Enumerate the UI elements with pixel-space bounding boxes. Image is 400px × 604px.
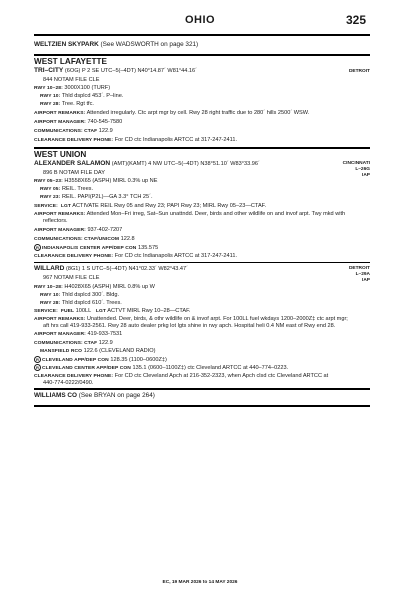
effective-dates: EC, 19 MAR 2026 to 14 MAY 2026 xyxy=(162,580,238,585)
tri-city-chart: DETROIT xyxy=(348,69,370,74)
willard-fuel: 100LL xyxy=(75,308,92,314)
willard-manager: 419-933-7531 xyxy=(87,331,123,337)
page-number: 325 xyxy=(345,13,366,27)
tri-city-rwy: 3000X100 (TURF) xyxy=(64,85,111,91)
salamon-info: (AMT)(KAMT) 4 NW UTC–5(–4DT) N38°51.10´ W83°33.96´ xyxy=(111,161,260,167)
airport-alexander-salamon: ALEXANDER SALAMON xyxy=(34,160,111,167)
williams-name: WILLIAMS CO xyxy=(34,392,77,399)
willard-cdp-label: CLEARANCE DELIVERY PHONE: xyxy=(34,374,114,379)
salamon-unicom: 122.8 xyxy=(120,236,135,242)
salamon-remarks: Attended Mon–Fri irreg, Sat–Sun unattndd. Deer, birds and other wildlife on and invof arpt. Twy mkd with xyxy=(86,211,346,217)
west-union-entry xyxy=(34,150,370,260)
radar-r-icon: R xyxy=(34,356,41,363)
weltzien-name: WELTZIEN SKYPARK xyxy=(34,41,99,48)
willard-comm-label: COMMUNICATIONS: CTAF xyxy=(34,341,98,346)
salamon-iap: IAP xyxy=(362,173,370,179)
willard-cdp-cont: 440-774-0222/0490. xyxy=(43,380,94,386)
tri-city-rwy10: Thld dsplcd 453´. P–line. xyxy=(61,93,124,99)
salamon-rwy23-label: RWY 23: xyxy=(40,195,61,200)
tri-city-cdp-label: CLEARANCE DELIVERY PHONE: xyxy=(34,138,114,143)
city-west-lafayette: WEST LAFAYETTE xyxy=(34,57,107,66)
willard-rwy10-label: RWY 10: xyxy=(40,293,61,298)
willard-info: (8G1) 1 S UTC–5(–4DT) N41°02.33´ W82°43.47´ xyxy=(65,266,188,272)
section-rule xyxy=(34,388,370,390)
willard-rwy28: Thld dsplcd 610´. Trees. xyxy=(61,300,122,306)
salamon-remarks-label: AIRPORT REMARKS: xyxy=(34,212,86,217)
salamon-elev: 896 B NOTAM FILE DAY xyxy=(43,170,105,176)
weltzien-entry xyxy=(34,40,370,50)
city-west-union: WEST UNION xyxy=(34,150,87,159)
salamon-rwy05-label: RWY 05: xyxy=(40,187,61,192)
willard-iap: IAP xyxy=(362,278,370,284)
willard-remarks-cont: aft hrs call 419-933-2561. Rwy 28 auto dealer prkg lot lgts shine in rwy apch. Hospital heli 0.4 NM east of Rwy end 28. xyxy=(43,323,336,329)
williams-entry xyxy=(34,391,370,401)
willard-service-label: SERVICE: xyxy=(34,309,58,314)
salamon-rwy-label: RWY 05–23: xyxy=(34,179,63,184)
willard-app: 128.35 (1100–0600Z‡) xyxy=(110,356,167,363)
radar-r-icon: R xyxy=(34,364,41,371)
salamon-app-label: INDIANAPOLIS CENTER APP/DEP CON xyxy=(42,245,137,251)
willard-manager-label: AIRPORT MANAGER: xyxy=(34,332,86,337)
salamon-lighting: ACTIVATE REIL Rwy 05 and Rwy 23; PAPI Rwy 23; MIRL Rwy 05–23—CTAF. xyxy=(72,203,267,209)
tri-city-rwy-label: RWY 10–28: xyxy=(34,86,63,91)
salamon-enroute: L–26G xyxy=(355,167,370,173)
willard-rwy-label: RWY 10–28: xyxy=(34,285,63,290)
salamon-app: 135.575 xyxy=(137,244,159,251)
salamon-cdp: For CD ctc Indianapolis ARTCC at 317-247-2411. xyxy=(114,253,237,259)
willard-rco-label: MANSFIELD RCO xyxy=(40,349,83,354)
salamon-manager: 937-402-7207 xyxy=(87,227,123,233)
willard-enroute: L–29A xyxy=(355,272,370,278)
tri-city-info: (6OG) P 2 SE UTC–5(–4DT) N40°14.87´ W81°44.16´ xyxy=(64,68,198,74)
willard-rwy: H4028X65 (ASPH) MIRL 0.8% up W xyxy=(64,284,155,290)
willard-rwy10: Thld dsplcd 300´. Bldg. xyxy=(61,292,120,298)
section-rule xyxy=(34,54,370,56)
salamon-lgt-label: LGT xyxy=(60,204,72,209)
willard-chart-refs xyxy=(349,266,370,285)
tri-city-manager-label: AIRPORT MANAGER: xyxy=(34,120,86,125)
willard-ctaf: 122.9 xyxy=(98,340,113,346)
page-state-title: OHIO xyxy=(184,14,216,26)
salamon-rwy: H3558X65 (ASPH) MIRL 0.3% up NE xyxy=(64,178,158,184)
section-rule xyxy=(34,405,370,407)
salamon-remarks-cont: reflectors. xyxy=(43,218,68,224)
radar-r-icon: R xyxy=(34,244,41,251)
salamon-service-label: SERVICE: xyxy=(34,204,58,209)
willard-remarks-label: AIRPORT REMARKS: xyxy=(34,317,86,322)
willard-lighting: ACTVT MIRL Rwy 10–28—CTAF. xyxy=(107,308,191,314)
willard-lgt-label: LGT xyxy=(95,309,106,314)
salamon-rwy05: REIL. Trees. xyxy=(61,186,94,192)
tri-city-ctaf: 122.9 xyxy=(98,128,113,134)
willard-center: 135.1 (0600–1100Z‡) ctc Cleveland ARTCC at 440–774–0223. xyxy=(132,364,289,371)
salamon-rwy23: REIL. PAPI(P2L)—GA 3.3° TCH 25´. xyxy=(61,194,153,200)
weltzien-ref: (See WADSWORTH on page 321) xyxy=(100,41,199,48)
tri-city-cdp: For CD ctc Indianapolis ARTCC at 317-247-2411. xyxy=(114,137,237,143)
tri-city-remarks: Attended irregularly. Ctc arpt mgr by cell. Rwy 28 right traffic due to 280´ hills 2500´ WSW. xyxy=(86,110,310,116)
willard-fuel-label: FUEL xyxy=(60,309,75,314)
willard-cdp: For CD ctc Cleveland Apch at 216-352-2323, when Apch clsd ctc Cleveland ARTCC at xyxy=(114,373,329,379)
williams-ref: (See BRYAN on page 264) xyxy=(78,392,155,399)
airport-willard: WILLARD xyxy=(34,265,65,272)
section-rule xyxy=(34,147,370,149)
salamon-cdp-label: CLEARANCE DELIVERY PHONE: xyxy=(34,254,114,259)
willard-chart: DETROIT xyxy=(348,266,370,271)
willard-elev: 967 NOTAM FILE CLE xyxy=(43,275,100,281)
willard-rco: 122.6 (CLEVELAND RADIO) xyxy=(83,348,156,354)
tri-city-manager: 740-545-7580 xyxy=(87,119,123,125)
willard-rwy28-label: RWY 28: xyxy=(40,301,61,306)
salamon-manager-label: AIRPORT MANAGER: xyxy=(34,228,86,233)
salamon-comm-label: COMMUNICATIONS: CTAF/UNICOM xyxy=(34,237,120,242)
willard-remarks: Unattended. Deer, birds, & othr wildlife on & invof arpt. For 100LL fuel wkdays 1200–2000Z‡ ctc arpt mgr; xyxy=(86,316,348,322)
tri-city-remarks-label: AIRPORT REMARKS: xyxy=(34,111,86,116)
willard-entry xyxy=(34,265,370,390)
airport-tri-city: TRI–CITY xyxy=(34,67,64,74)
salamon-chart-refs xyxy=(343,161,370,180)
tri-city-rwy28: Tree. Rgt tfc. xyxy=(61,101,94,107)
willard-center-label: CLEVELAND CENTER APP/DEP CON xyxy=(42,365,131,371)
tri-city-comm-label: COMMUNICATIONS: CTAF xyxy=(34,129,98,134)
tri-city-rwy28-label: RWY 28: xyxy=(40,102,61,107)
willard-app-label: CLEVELAND APP/DEP CON xyxy=(42,357,109,363)
salamon-chart: CINCINNATI xyxy=(342,161,370,166)
tri-city-elev: 844 NOTAM FILE CLE xyxy=(43,77,100,83)
entry-rule xyxy=(34,262,370,263)
tri-city-rwy10-label: RWY 10: xyxy=(40,94,61,99)
header-rule xyxy=(34,34,370,36)
